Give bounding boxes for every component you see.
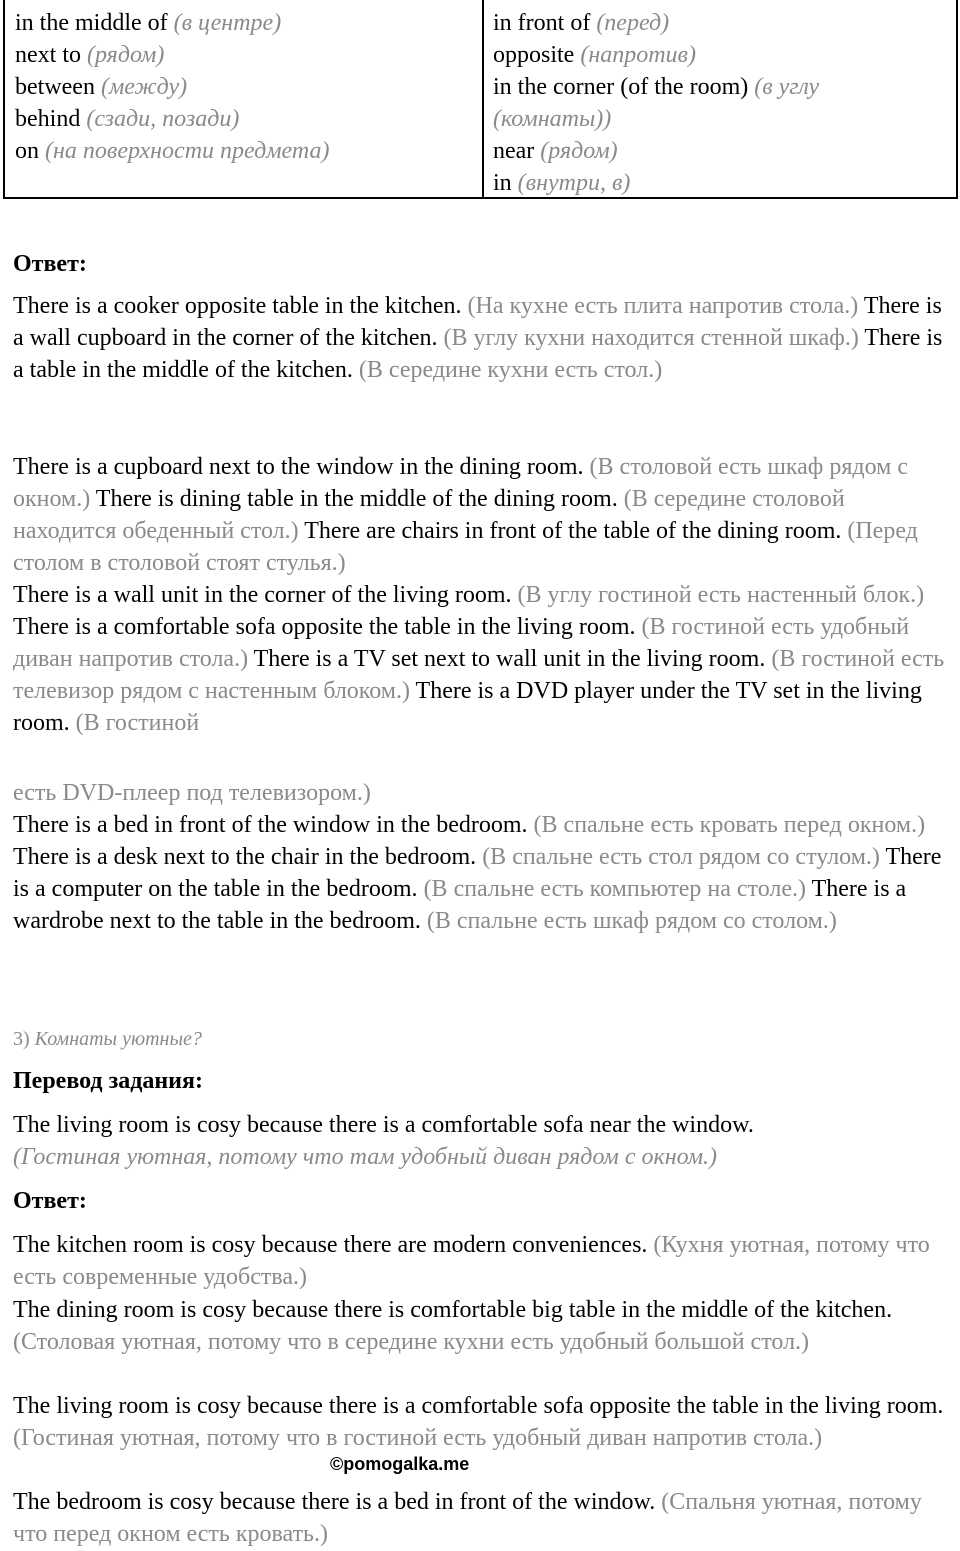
translation-ru: (Гостиная уютная, потому что там удобный диван рядом с окном.) — [13, 1144, 718, 1170]
english-text: There is a table in the middle of the kitchen. — [13, 325, 943, 383]
translation-text: (В спальне есть кровать перед окном.) — [533, 812, 926, 838]
answer-paragraph — [13, 290, 948, 386]
preposition-ru: (рядом) — [87, 42, 165, 68]
preposition-en: in the middle of — [15, 10, 168, 36]
english-text: There is a cupboard next to the window in the dining room. — [13, 454, 590, 480]
answer-paragraph — [13, 451, 948, 579]
table-row — [493, 39, 953, 71]
task-title-text: Комнаты уютные? — [34, 1028, 202, 1050]
task-title — [13, 1023, 948, 1055]
preposition-ru: (рядом) — [540, 138, 618, 164]
table-row — [493, 71, 953, 103]
translation-text: (Кухня уютная, потому что есть современные удобства.) — [13, 1232, 930, 1290]
table-divider — [482, 0, 484, 197]
translation-heading: Перевод задания: — [13, 1068, 203, 1094]
english-text: There are chairs in front of the table of the dining room. — [304, 518, 848, 544]
translation-text: (В середине столовой находится обеденный стол.) — [13, 486, 845, 544]
translation-text: (В углу кухни находится стенной шкаф.) — [443, 325, 865, 351]
preposition-ru: (перед) — [596, 10, 670, 36]
preposition-en: on — [15, 138, 39, 164]
preposition-ru: (напротив) — [580, 42, 696, 68]
translation-text: (На кухне есть плита напротив стола.) — [467, 293, 864, 319]
preposition-ru: (между) — [100, 74, 188, 100]
translation-text: (В середине кухни есть стол.) — [358, 357, 663, 383]
english-text: There is a computer on the table in the bedroom. — [13, 844, 942, 902]
answer-paragraph — [13, 579, 948, 739]
translation-text: (В гостиной — [75, 710, 200, 736]
preposition-ru: (комнаты)) — [493, 106, 612, 132]
translation-text: есть DVD-плеер под телевизором.) — [13, 780, 371, 806]
answer-paragraph — [13, 1486, 948, 1550]
answer-paragraph — [13, 1294, 948, 1358]
preposition-en: opposite — [493, 42, 575, 68]
prepositions-table — [3, 0, 958, 199]
english-text: There is a wardrobe next to the table in the bedroom. — [13, 876, 907, 934]
task-number: 3) — [13, 1028, 35, 1050]
translation-text: (Гостиная уютная, потому что в гостиной есть удобный диван напротив стола.) — [13, 1425, 823, 1451]
table-row — [493, 103, 953, 135]
answer-paragraph — [13, 809, 948, 937]
english-text: The kitchen room is cosy because there are modern conveniences. — [13, 1232, 654, 1258]
table-left-column — [15, 7, 475, 167]
english-text: The living room is cosy because there is a comfortable sofa opposite the table in the living room. — [13, 1393, 944, 1419]
preposition-en: in the corner (of the room) — [493, 74, 749, 100]
english-text: The dining room is cosy because there is comfortable big table in the middle of the kitchen. — [13, 1297, 893, 1323]
preposition-en: in — [493, 170, 512, 196]
preposition-ru: (в углу — [754, 74, 820, 100]
answer-heading: Ответ: — [13, 251, 87, 277]
table-row — [15, 39, 475, 71]
translation-text: (Перед столом в столовой стоят стулья.) — [13, 518, 918, 576]
preposition-ru: (на поверхности предмета) — [45, 138, 330, 164]
english-text: There is a desk next to the chair in the bedroom. — [13, 844, 483, 870]
answer-heading: Ответ: — [13, 1188, 87, 1214]
translation-text: (В гостиной есть телевизор рядом с настенным блоком.) — [13, 646, 945, 704]
preposition-ru: (сзади, позади) — [86, 106, 240, 132]
preposition-en: behind — [15, 106, 81, 132]
translation-en: The living room is cosy because there is a comfortable sofa near the window. — [13, 1112, 754, 1138]
table-right-column — [493, 7, 953, 199]
table-row — [493, 135, 953, 167]
preposition-ru: (внутри, в) — [517, 170, 631, 196]
english-text: There is a cooker opposite table in the kitchen. — [13, 293, 468, 319]
answer-paragraph — [13, 1229, 948, 1293]
table-row — [15, 135, 475, 167]
preposition-ru: (в центре) — [173, 10, 282, 36]
english-text: The bedroom is cosy because there is a bed in front of the window. — [13, 1489, 662, 1515]
preposition-en: in front of — [493, 10, 591, 36]
translation-text: (В гостиной есть удобный диван напротив стола.) — [13, 614, 910, 672]
table-row — [15, 71, 475, 103]
english-text: There is a wall cupboard in the corner of the kitchen. — [13, 293, 942, 351]
translation-text: (В спальне есть шкаф рядом со столом.) — [426, 908, 837, 934]
english-text: There is a TV set next to wall unit in the living room. — [253, 646, 772, 672]
translation-text: (В спальне есть стол рядом со стулом.) — [482, 844, 886, 870]
english-text: There is a wall unit in the corner of the living room. — [13, 582, 518, 608]
translation-text: (В спальне есть компьютер на столе.) — [423, 876, 812, 902]
english-text: There is a comfortable sofa opposite the table in the living room. — [13, 614, 642, 640]
table-row — [15, 103, 475, 135]
table-row — [15, 7, 475, 39]
answer-paragraph — [13, 777, 948, 809]
preposition-en: between — [15, 74, 95, 100]
english-text: There is a DVD player under the TV set in the living room. — [13, 678, 922, 736]
english-text: There is dining table in the middle of the dining room. — [95, 486, 624, 512]
translation-text: (В углу гостиной есть настенный блок.) — [517, 582, 925, 608]
translation-text: (Спальня уютная, потому что перед окном есть кровать.) — [13, 1489, 922, 1547]
table-row — [493, 7, 953, 39]
preposition-en: next to — [15, 42, 81, 68]
preposition-en: near — [493, 138, 535, 164]
watermark: ©pomogalka.me — [330, 1454, 470, 1474]
answer-paragraph — [13, 1390, 948, 1454]
translation-text: (Столовая уютная, потому что в середине кухни есть удобный большой стол.) — [13, 1329, 810, 1355]
table-row — [493, 167, 953, 199]
english-text: There is a bed in front of the window in the bedroom. — [13, 812, 534, 838]
translation-text: (В столовой есть шкаф рядом с окном.) — [13, 454, 908, 512]
